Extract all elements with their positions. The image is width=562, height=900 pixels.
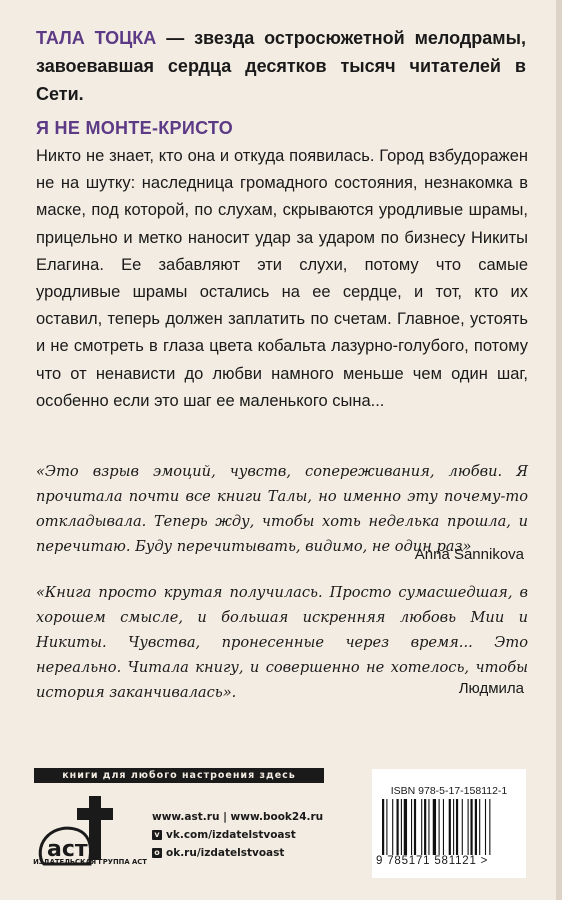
ok-link[interactable]: ok.ru/izdatelstvoast xyxy=(166,847,285,859)
review-2: «Книга просто крутая получилась. Просто сумасшедшая, в хорошем смысле, и большая искренняя любовь Мии и Никиты. Чувства, пронесенные через время... Это нереально. Читала книгу, и совершенно не хотелось, чтобы история заканчивалась». xyxy=(36,584,528,701)
barcode-panel xyxy=(372,769,526,878)
publisher-caption: ИЗДАТЕЛЬСКАЯ ГРУППА АСТ xyxy=(33,858,147,866)
review-2-author: Людмила xyxy=(458,680,524,697)
slogan-banner: книги для любого настроения здесь xyxy=(34,768,324,783)
review-1: «Это взрыв эмоций, чувств, сопереживания, любви. Я прочитала почти все книги Талы, но именно эту почему-то откладывала. Теперь жду, чтобы хоть неделька прошла, и перечитаю. Буду перечитывать, видимо, не один раз» xyxy=(36,463,528,555)
author-name: ТАЛА ТОЦКА xyxy=(36,28,157,48)
synopsis: Никто не знает, кто она и откуда появилась. Город взбудоражен не на шутку: наследница громадного состояния, незнакомка в маске, под которой, по слухам, скрываются уродливые шрамы, прицельно и метко наносит удар за ударом по бизнесу Никиты Елагина. Ее забавляют эти слухи, потому что самые уродливые шрамы остались на ее сердце, и тот, кто их оставил, теперь должен заплатить по счетам. Главное, устоять и не смотреть в глаза цвета кобальта лазурно-голубого, потому что от ненависти до любви намного меньше чем один шаг, особенно если это шаг ее маленького сына... xyxy=(36,147,528,410)
vk-icon: v xyxy=(152,830,162,840)
publisher-logo-text: аст xyxy=(47,837,88,862)
author-intro xyxy=(36,24,526,108)
publisher-links xyxy=(152,808,323,862)
vk-link[interactable]: vk.com/izdatelstvoast xyxy=(166,829,296,841)
isbn: ISBN 978-5-17-158112-1 xyxy=(390,785,508,797)
book-title: Я НЕ МОНТЕ-КРИСТО xyxy=(36,118,234,138)
barcode-icon xyxy=(382,799,516,855)
ok-icon: o xyxy=(152,848,162,858)
page-edge xyxy=(556,0,562,900)
review-1-author: Anna Sannikova xyxy=(414,546,524,563)
barcode-number: 9 785171 581121 > xyxy=(376,855,489,867)
author-intro-text: — звезда остросюжетной мелодрамы, завоевавшая сердца десятков тысяч читателей в Сети. xyxy=(36,28,526,104)
websites-link[interactable]: www.ast.ru | www.book24.ru xyxy=(152,811,324,823)
